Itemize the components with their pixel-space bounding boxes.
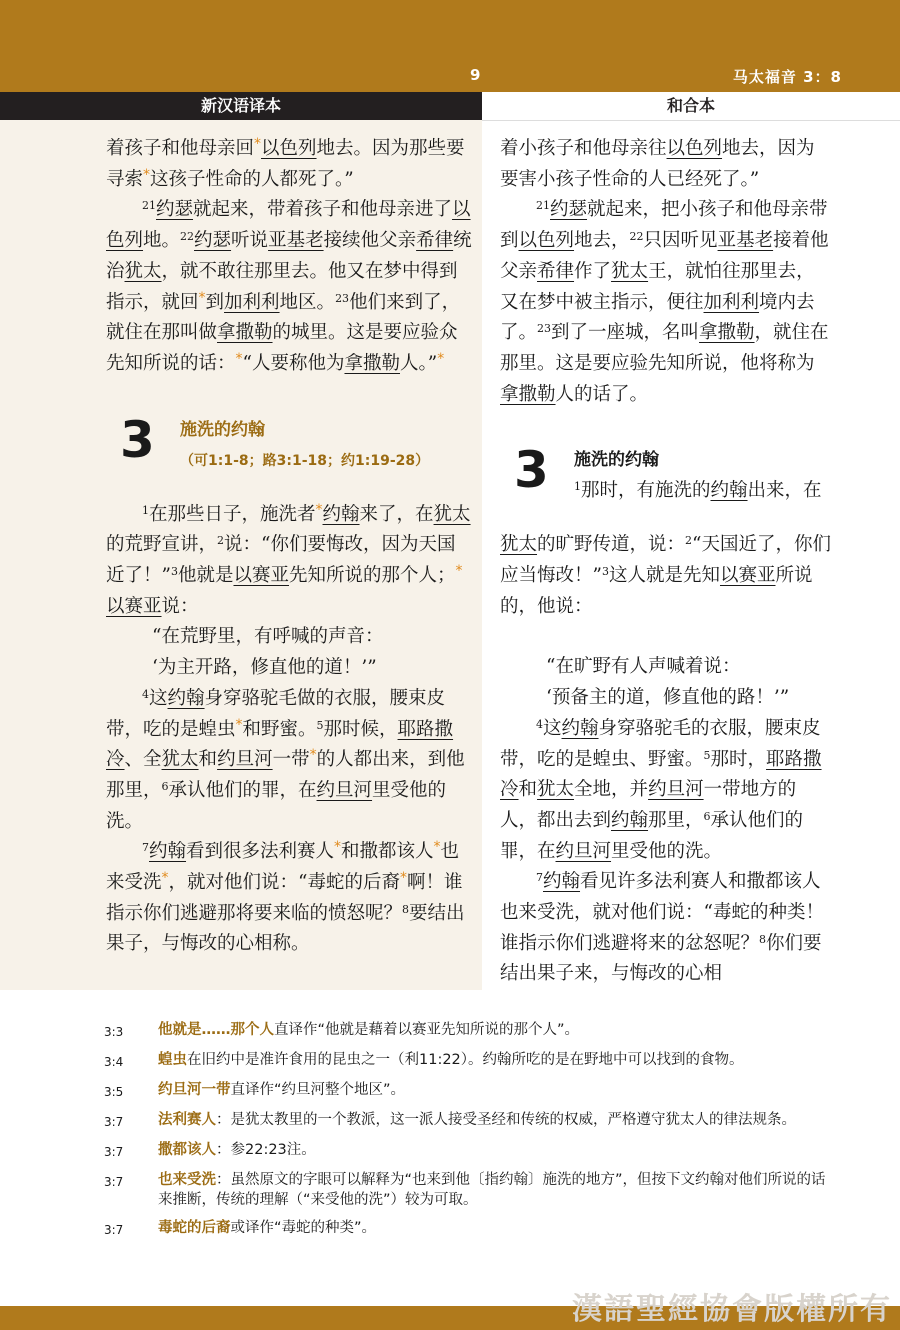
footnote-term: 也来受洗 <box>158 1172 216 1188</box>
footnote-asterisk[interactable]: * <box>433 839 441 856</box>
footnote-ref: 3:7 <box>104 1175 124 1189</box>
footnotes <box>104 1020 834 1248</box>
footnote-term: 约旦河一带 <box>158 1082 231 1098</box>
right-paragraph-5: $^7$约翰看见许多法利赛人和撒都该人也来受洗，就对他们说：“毒蛇的种类！谁指示你们逃避将来的忿怒呢？$^8$你们要结出果子来，与悔改的心相 <box>500 871 824 985</box>
footnote-term: 撒都该人 <box>158 1142 216 1158</box>
footnote-ref: 3:7 <box>104 1145 124 1159</box>
left-poem-line-1: “在荒野里，有呼喊的声音： <box>152 626 384 648</box>
right-paragraph-4: $^4$这约翰身穿骆驼毛的衣服，腰束皮带，吃的是蝗虫、野蜜。$^5$那时，耶路撒冷和犹太全地，并约旦河一带地方的人，都出去到约翰那里，$^6$承认他们的罪，在约旦河里受他的洗。 <box>500 717 822 862</box>
footnote-item <box>104 1140 834 1162</box>
footnote-asterisk[interactable]: * <box>399 870 407 887</box>
left-paragraph-4: $^4$这约翰身穿骆驼毛做的衣服，腰束皮带，吃的是蝗虫*和野蜜。$^5$那时候，耶路撒冷、全犹太和约旦河一带*的人都出来，到他那里，$^6$承认他们的罪，在约旦河里受他的洗。 <box>106 687 465 832</box>
footnote-item <box>104 1080 834 1102</box>
left-poem-line-2: ‘为主开路，修直他的道！’” <box>152 657 377 679</box>
footnote-asterisk[interactable]: * <box>198 289 206 306</box>
footnote-asterisk[interactable]: * <box>143 166 151 183</box>
chapter-title: 施洗的约翰 <box>574 450 659 471</box>
tab-union-version: 和合本 <box>482 92 900 121</box>
right-paragraph-3-start: $^1$那时，有施洗的约翰出来，在 <box>574 480 822 502</box>
footnote-asterisk[interactable]: * <box>437 350 445 367</box>
footnote-ref: 3:7 <box>104 1223 124 1237</box>
left-paragraph-1: 着孩子和他母亲回*以色列地去。因为那些要寻索*这孩子性命的人都死了。” <box>106 136 465 190</box>
footnote-asterisk[interactable]: * <box>455 563 463 580</box>
tab-new-chinese-version: 新汉语译本 <box>0 92 482 120</box>
left-paragraph-5: $^7$约翰看到很多法利赛人*和撒都该人*也来受洗*，就对他们说：“毒蛇的后裔*啊！谁指示你们逃避那将要来临的愤怒呢？$^8$要结出果子，与悔改的心相称。 <box>106 839 465 955</box>
footnote-text: ：是犹太教里的一个教派，这一派人接受圣经和传统的权威，严格遵守犹太人的律法规条。 <box>216 1112 796 1128</box>
left-column-text <box>106 134 472 960</box>
footnote-term: 蝗虫 <box>158 1052 187 1068</box>
footnote-item <box>104 1170 834 1210</box>
footnote-asterisk[interactable]: * <box>235 716 243 733</box>
footnote-asterisk[interactable]: * <box>309 747 317 764</box>
footnote-asterisk[interactable]: * <box>235 350 243 367</box>
footnote-term: 毒蛇的后裔 <box>158 1220 231 1236</box>
footnote-term: 法利赛人 <box>158 1112 216 1128</box>
footnote-item <box>104 1218 834 1240</box>
footnote-text: 直译作“他就是藉着以赛亚先知所说的那个人”。 <box>274 1022 580 1038</box>
right-poem-line-1: “在旷野有人声喊着说： <box>546 656 741 678</box>
footnote-text: ：虽然原文的字眼可以解释为“也来到他〔指约翰〕施洗的地方”，但按下文约翰对他们所说的话来推断，传统的理解（“来受他的洗”）较为可取。 <box>158 1172 826 1208</box>
chapter-number: 3 <box>514 441 549 500</box>
right-paragraph-2: $^{21}$约瑟就起来，把小孩子和他母亲带到以色列地去，$^{22}$只因听见亚基老接着他父亲希律作了犹太王，就怕往那里去，又在梦中被主指示，便往加利利境内去了。$^{23}$到了一座城，名叫拿撒勒，就住在那里。这是要应验先知所说，他将称为拿撒勒人的话了。 <box>500 199 829 405</box>
right-paragraph-3: 犹太的旷野传道，说：$^2$“天国近了，你们应当悔改！”$^3$这人就是先知以赛亚所说的，他说： <box>500 534 831 617</box>
right-paragraph-1: 着小孩子和他母亲往以色列地去，因为要害小孩子性命的人已经死了。” <box>500 138 815 190</box>
footnote-asterisk[interactable]: * <box>315 501 323 518</box>
footnote-ref: 3:5 <box>104 1085 124 1099</box>
footnote-item <box>104 1050 834 1072</box>
left-paragraph-2: $^{21}$约瑟就起来，带着孩子和他母亲进了以色列地。$^{22}$约瑟听说亚基老接续他父亲希律统治犹太，就不敢往那里去。他又在梦中得到指示，就回*到加利利地区。$^{23}$他们来到了，就住在那叫做拿撒勒的城里。这是要应验众先知所说的话：*“人要称他为拿撒勒人。”* <box>106 199 472 374</box>
left-paragraph-3: $^1$在那些日子，施洗者*约翰来了，在犹太的荒野宣讲，$^2$说：“你们要悔改，因为天国近了！”$^3$他就是以赛亚先知所说的那个人；*以赛亚说： <box>106 501 471 617</box>
footnote-ref: 3:7 <box>104 1115 124 1129</box>
right-poem-line-2: ‘预备主的道，修直他的路！’” <box>546 687 790 709</box>
footnote-text: ：参22:23注。 <box>216 1142 316 1158</box>
page-number: 9 <box>470 66 481 84</box>
footnote-asterisk[interactable]: * <box>334 839 342 856</box>
chapter-heading <box>106 408 472 500</box>
chapter-heading <box>500 438 832 560</box>
footnote-ref: 3:3 <box>104 1025 124 1039</box>
footnote-asterisk[interactable]: * <box>254 136 262 152</box>
parallel-references: （可1:1-8；路3:1-18；约1:19-28） <box>180 452 430 469</box>
running-head: 马太福音 3：8 <box>732 68 842 86</box>
footnote-asterisk[interactable]: * <box>161 870 169 887</box>
right-column-text <box>500 134 832 990</box>
footnote-text: 直译作“约旦河整个地区”。 <box>230 1082 406 1098</box>
footnote-item <box>104 1110 834 1132</box>
footnote-item <box>104 1020 834 1042</box>
footnote-text: 或译作“毒蛇的种类”。 <box>230 1220 377 1236</box>
footnote-term: 他就是……那个人 <box>158 1022 274 1038</box>
chapter-number: 3 <box>120 410 155 469</box>
footnote-ref: 3:4 <box>104 1055 124 1069</box>
footnote-text: 在旧约中是准许食用的昆虫之一（利11:22）。约翰所吃的是在野地中可以找到的食物。 <box>187 1052 744 1068</box>
copyright-watermark: 漢語聖經協會版權所有 <box>572 1292 892 1327</box>
chapter-title: 施洗的约翰 <box>180 419 265 440</box>
